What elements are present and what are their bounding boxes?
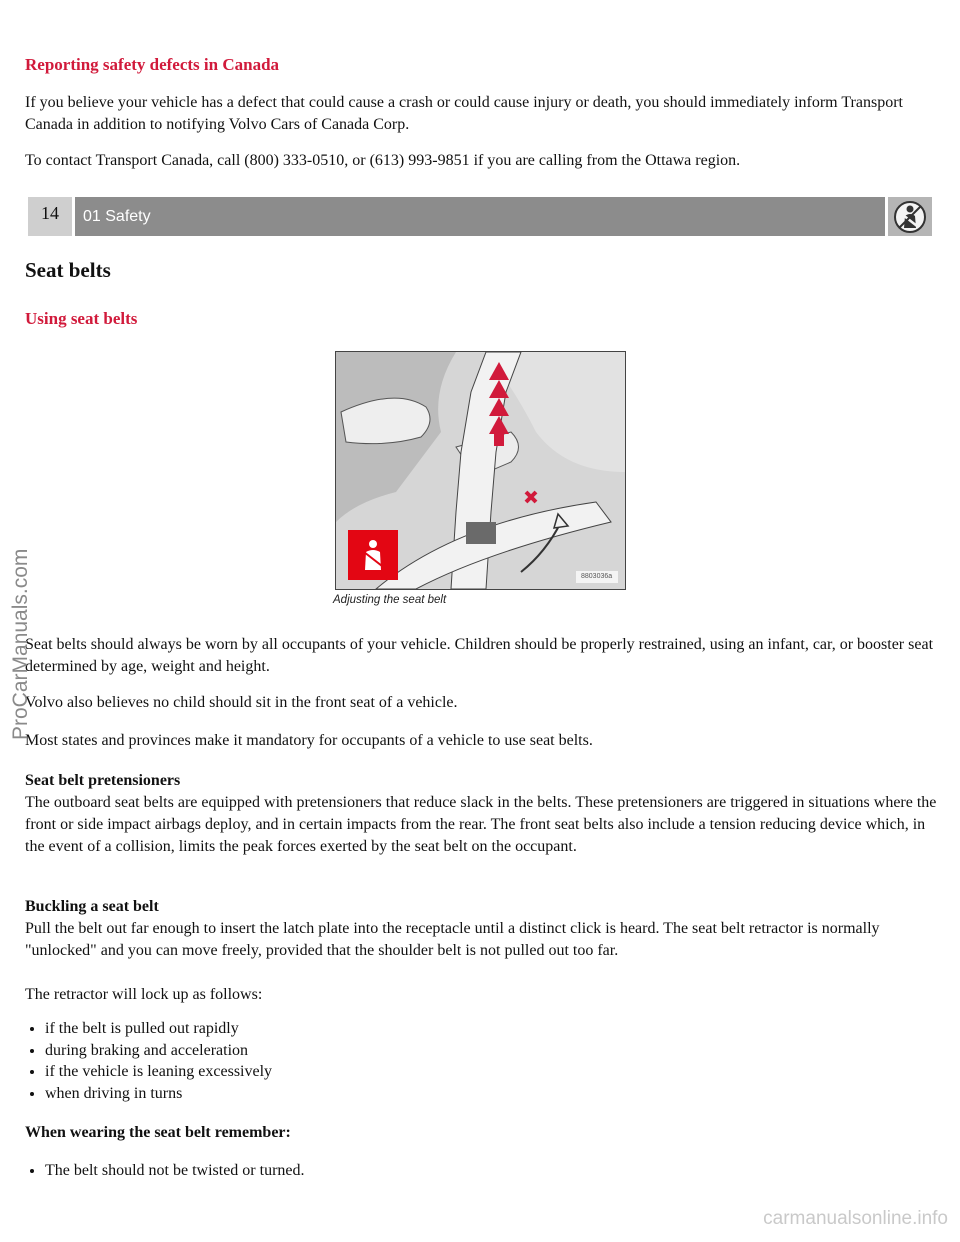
using-seat-belts-heading: Using seat belts (25, 309, 138, 328)
footer-watermark: carmanualsonline.info (763, 1208, 948, 1229)
side-watermark: ProCarManuals.com (9, 548, 32, 740)
section-header-bar (28, 197, 932, 236)
mandatory-paragraph: Most states and provinces make it mandatory for occupants of a vehicle to use seat belts. (25, 732, 593, 749)
buckling-text: Pull the belt out far enough to insert the latch plate into the receptacle until a distinct click is heard. The seat belt retractor is normally "unlocked" and you can move freely, provided that the shoulder belt is not pulled out too far. (25, 920, 880, 959)
section-title: 01 Safety (75, 197, 885, 236)
figure-caption: Adjusting the seat belt (333, 594, 447, 606)
figure-code: 8803036a (581, 573, 613, 580)
seat-belt-usage-paragraph: Seat belts should always be worn by all occupants of your vehicle. Children should be properly restrained, using an infant, car, or booster seat determined by age, weight and height. (25, 636, 934, 675)
list-item: • when driving in turns (45, 1083, 272, 1105)
buckling-label: Buckling a seat belt (25, 898, 159, 915)
remember-list (25, 1160, 305, 1182)
canada-heading: Reporting safety defects in Canada (25, 55, 280, 74)
front-seat-paragraph: Volvo also believes no child should sit in the front seat of a vehicle. (25, 694, 458, 711)
list-item: • during braking and acceleration (45, 1040, 272, 1062)
canada-paragraph: If you believe your vehicle has a defect that could cause a crash or could cause injury or death, you should immediately inform Transport Canada in addition to notifying Volvo Cars of Canada Corp. (25, 94, 903, 133)
remember-label: When wearing the seat belt remember: (25, 1124, 291, 1141)
list-item: • if the belt is pulled out rapidly (45, 1018, 272, 1040)
list-item: • if the vehicle is leaning excessively (45, 1061, 272, 1083)
transport-canada-contact: To contact Transport Canada, call (800) 333-0510, or (613) 993-9851 if you are calling from the Ottawa region. (25, 152, 741, 169)
seat-belt-illustration (335, 351, 626, 590)
lock-conditions-list (25, 1018, 272, 1104)
pretensioners-text: The outboard seat belts are equipped with pretensioners that reduce slack in the belts. These pretensioners are triggered in situations where the front or side impact airbags deploy, and in certain impacts from the rear. The front seat belts also include a tension reducing device which, in the event of a collision, limits the peak forces exerted by the seat belt on the occupant. (25, 794, 937, 855)
page-number: 14 (28, 197, 72, 236)
pretensioners-section (25, 770, 937, 858)
page-title: Seat belts (25, 258, 111, 282)
pretensioners-label: Seat belt pretensioners (25, 772, 181, 789)
list-item: • The belt should not be twisted or turned. (45, 1160, 305, 1182)
seatbelt-person-icon (888, 197, 932, 236)
retractor-intro: The retractor will lock up as follows: (25, 986, 263, 1003)
buckling-section (25, 896, 937, 962)
